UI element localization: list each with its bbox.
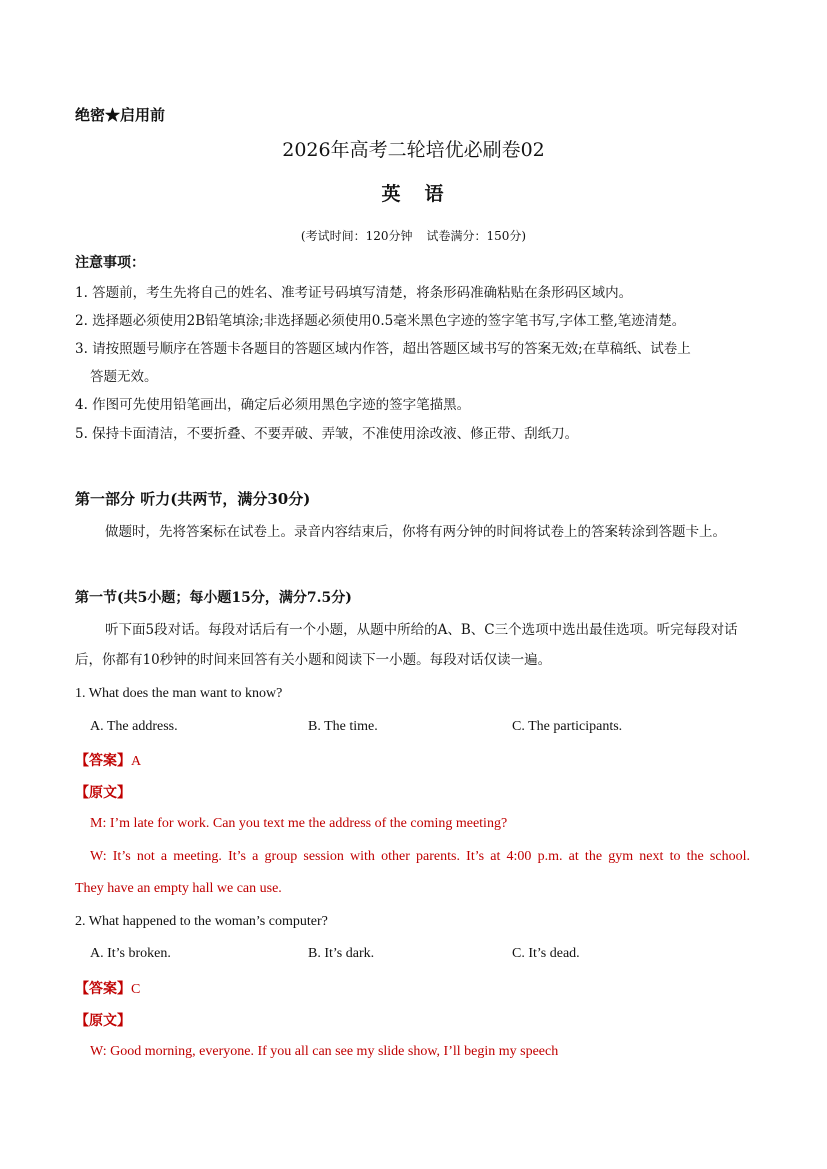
section-heading: 第一节(共5小题；每小题15分，满分7.5分) [75,590,352,606]
subject-char-2: 语 [424,183,446,205]
exam-title: 2026年高考二轮培优必刷卷02 [282,139,545,161]
notice-heading: 注意事项： [75,255,145,271]
section-instruction: 听下面5段对话。每段对话后有一个小题，从题中所给的A、B、C三个选项中选出最佳选项。听完每段对话后，你都有10秒钟的时间来回答有关小题和阅读下一小题。每段对话仅读一遍。 [75,622,738,668]
transcript-line: W: Good morning, everyone. If you all can see my slide show, I’ll begin my speech [90,1044,559,1059]
answer-label: 【答案】 [75,981,131,997]
notice-item-continuation: 答题无效。 [90,369,158,385]
answer-tag [75,750,141,770]
answer-label: 【答案】 [75,753,131,769]
confidential-label: 绝密★启用前 [75,106,166,124]
notice-item: 3. 请按照题号顺序在答题卡各题目的答题区域内作答，超出答题区域书写的答案无效;在草稿纸、试卷上 [75,341,691,357]
subject-char-1: 英 [381,183,403,205]
option-a: A. The address. [90,719,178,734]
answer-value: A [131,754,142,769]
notice-item: 2. 选择题必须使用2B铅笔填涂;非选择题必须使用0.5毫米黑色字迹的签字笔书写,字体工整,笔迹清楚。 [75,313,686,329]
answer-tag [75,978,140,998]
notice-item: 4. 作图可先使用铅笔画出，确定后必须用黑色字迹的签字笔描黑。 [75,397,471,413]
notice-item: 5. 保持卡面清洁，不要折叠、不要弄破、弄皱，不准使用涂改液、修正带、刮纸刀。 [75,426,579,442]
question-stem: 2. What happened to the woman’s computer? [75,914,328,929]
transcript-label: 【原文】 [75,785,131,801]
option-b: B. The time. [308,719,378,734]
option-c: C. It’s dead. [512,946,580,961]
transcript-line: They have an empty hall we can use. [75,881,282,896]
part-instruction: 做题时，先将答案标在试卷上。录音内容结束后，你将有两分钟的时间将试卷上的答案转涂到答题卡上。 [105,524,726,540]
notice-item: 1. 答题前，考生先将自己的姓名、准考证号码填写清楚，将条形码准确粘贴在条形码区域内。 [75,285,633,301]
question-stem: 1. What does the man want to know? [75,686,283,701]
option-b: B. It’s dark. [308,946,375,961]
exam-score: 试卷满分：150分) [426,229,527,243]
exam-info [0,227,827,244]
option-c: C. The participants. [512,719,623,734]
transcript-label: 【原文】 [75,1013,131,1029]
subject-title [0,179,827,206]
part-heading: 第一部分 听力(共两节，满分30分) [75,490,311,508]
exam-time: (考试时间：120分钟 [300,229,413,243]
transcript-line: W: It’s not a meeting. It’s a group session with other parents. It’s at 4:00 p.m. at the gym next to the school. [90,849,750,864]
option-a: A. It’s broken. [90,946,171,961]
answer-value: C [131,982,141,997]
transcript-line: M: I’m late for work. Can you text me the address of the coming meeting? [90,816,508,831]
